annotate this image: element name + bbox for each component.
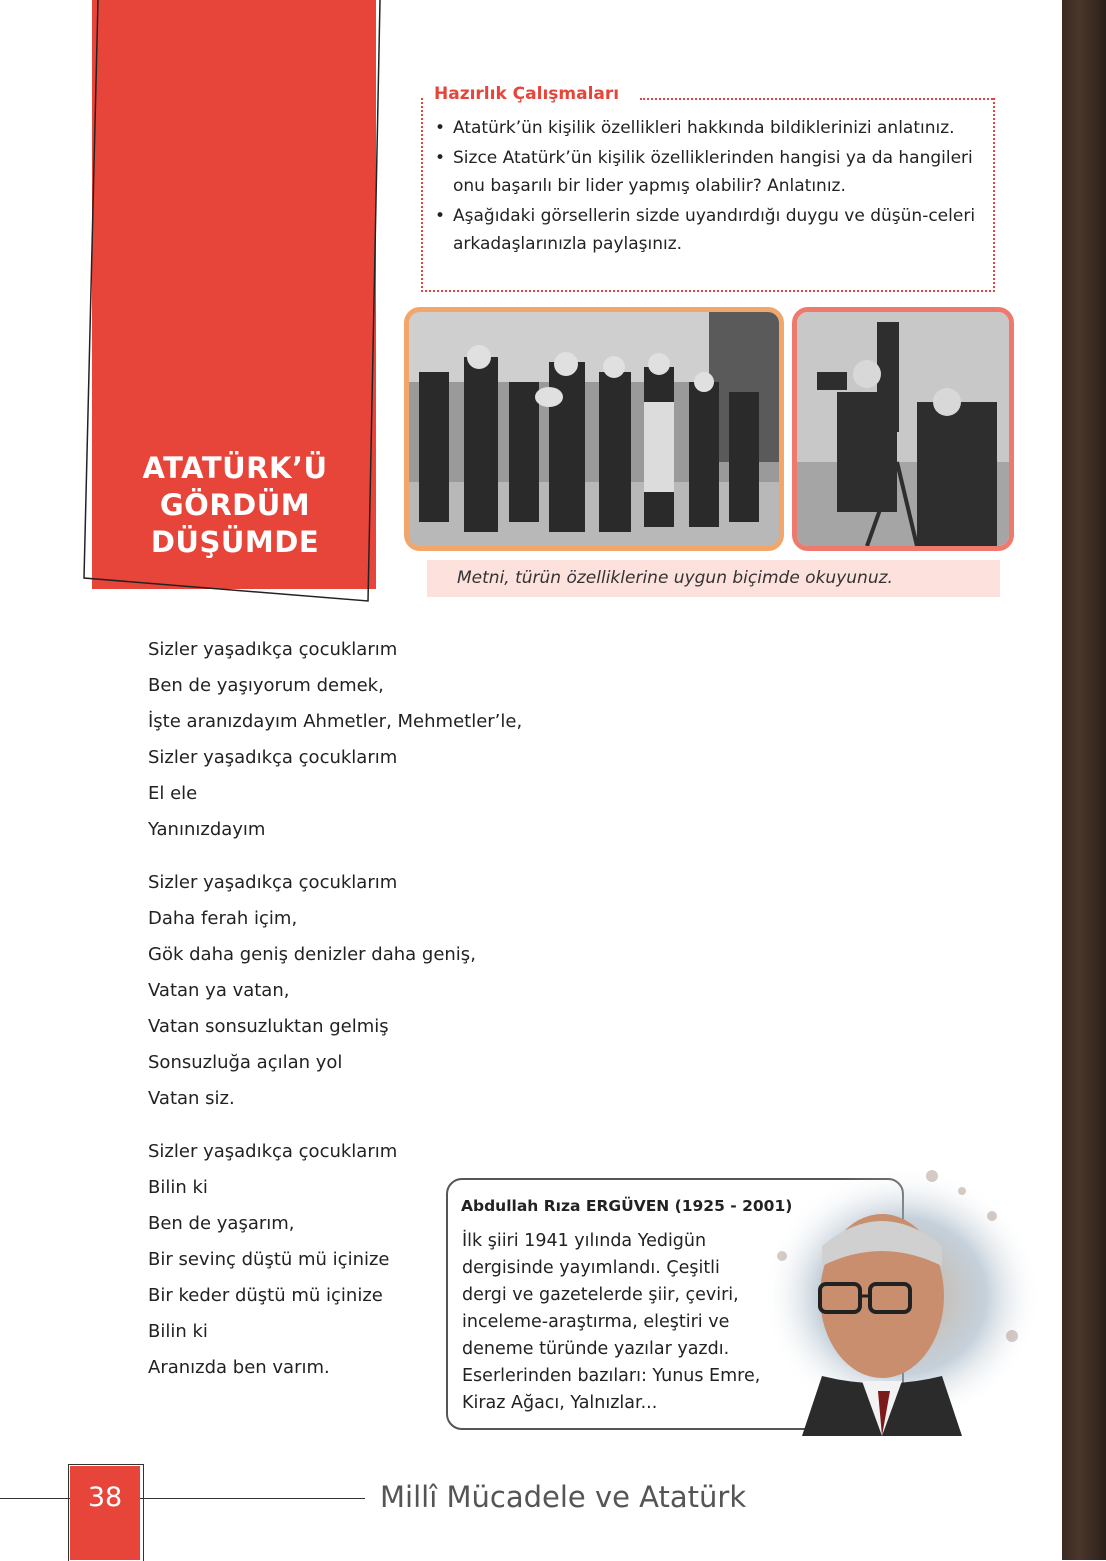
poem-line: Bilin ki bbox=[148, 1321, 208, 1342]
historical-photo-crowd bbox=[404, 307, 784, 551]
poem-line: Sizler yaşadıkça çocuklarım bbox=[148, 1141, 398, 1162]
page-number-box bbox=[70, 1466, 140, 1560]
poem-line: Sizler yaşadıkça çocuklarım bbox=[148, 747, 398, 768]
list-item: • Sizce Atatürk’ün kişilik özelliklerinden hangisi ya da hangileri onu başarılı bir lider yapmış olabilir? Anlatınız. bbox=[435, 148, 973, 196]
poem-line: İşte aranızdayım Ahmetler, Mehmetler’le, bbox=[148, 711, 523, 732]
poem-line: Vatan ya vatan, bbox=[148, 980, 290, 1001]
preparation-list bbox=[433, 114, 993, 260]
poem-line: Sizler yaşadıkça çocuklarım bbox=[148, 639, 398, 660]
poem-line: Vatan sonsuzluktan gelmiş bbox=[148, 1016, 389, 1037]
poem-line: Gök daha geniş denizler daha geniş, bbox=[148, 944, 476, 965]
list-item: • Aşağıdaki görsellerin sizde uyandırdığı duygu ve düşün-celeri arkadaşlarınızla paylaşınız. bbox=[435, 206, 976, 254]
poem-line: Bilin ki bbox=[148, 1177, 208, 1198]
poem-line: Vatan siz. bbox=[148, 1088, 235, 1109]
page-edge-strip bbox=[1062, 0, 1106, 1560]
poem-line: Sizler yaşadıkça çocuklarım bbox=[148, 872, 398, 893]
poem-line: Ben de yaşıyorum demek, bbox=[148, 675, 384, 696]
reading-instruction-bar bbox=[427, 560, 1000, 597]
author-bio: İlk şiiri 1941 yılında Yedigün dergisinde yayımlandı. Çeşitli dergi ve gazetelerde şiir, çeviri, inceleme-araştırma, eleştiri ve deneme türünde yazılar yazdı. Eserlerinden bazıları: Yunus Emre, Kiraz Ağacı, Yalnızlar... bbox=[462, 1231, 761, 1413]
poem-stanza-2 bbox=[148, 870, 568, 1122]
author-name: Abdullah Rıza ERGÜVEN (1925 - 2001) bbox=[461, 1197, 793, 1215]
poem-line: Daha ferah içim, bbox=[148, 908, 298, 929]
historical-photo-telescope bbox=[792, 307, 1014, 551]
poem-line: Sonsuzluğa açılan yol bbox=[148, 1052, 343, 1073]
author-portrait bbox=[742, 1136, 1042, 1436]
poem-line: El ele bbox=[148, 783, 198, 804]
page-title bbox=[120, 450, 350, 561]
reading-instruction: Metni, türün özelliklerine uygun biçimde okuyunuz. bbox=[457, 568, 893, 588]
title-line-3: DÜŞÜMDE bbox=[150, 525, 320, 559]
poem-line: Aranızda ben varım. bbox=[148, 1357, 330, 1378]
title-line-1: ATATÜRK’Ü bbox=[142, 451, 328, 485]
list-item: • Atatürk’ün kişilik özellikleri hakkında bildiklerinizi anlatınız. bbox=[435, 118, 955, 138]
poem-line: Bir keder düştü mü içinize bbox=[148, 1285, 383, 1306]
poem-stanza-1 bbox=[148, 637, 568, 853]
page-number: 38 bbox=[87, 1482, 123, 1513]
poem-line: Ben de yaşarım, bbox=[148, 1213, 295, 1234]
preparation-box bbox=[421, 98, 995, 292]
preparation-heading: Hazırlık Çalışmaları bbox=[430, 84, 623, 104]
unit-title: Millî Mücadele ve Atatürk bbox=[380, 1480, 747, 1514]
poem-line: Bir sevinç düştü mü içinize bbox=[148, 1249, 390, 1270]
footer-rule-middle bbox=[140, 1498, 365, 1499]
title-line-2: GÖRDÜM bbox=[159, 488, 311, 522]
poem-line: Yanınızdayım bbox=[148, 819, 266, 840]
